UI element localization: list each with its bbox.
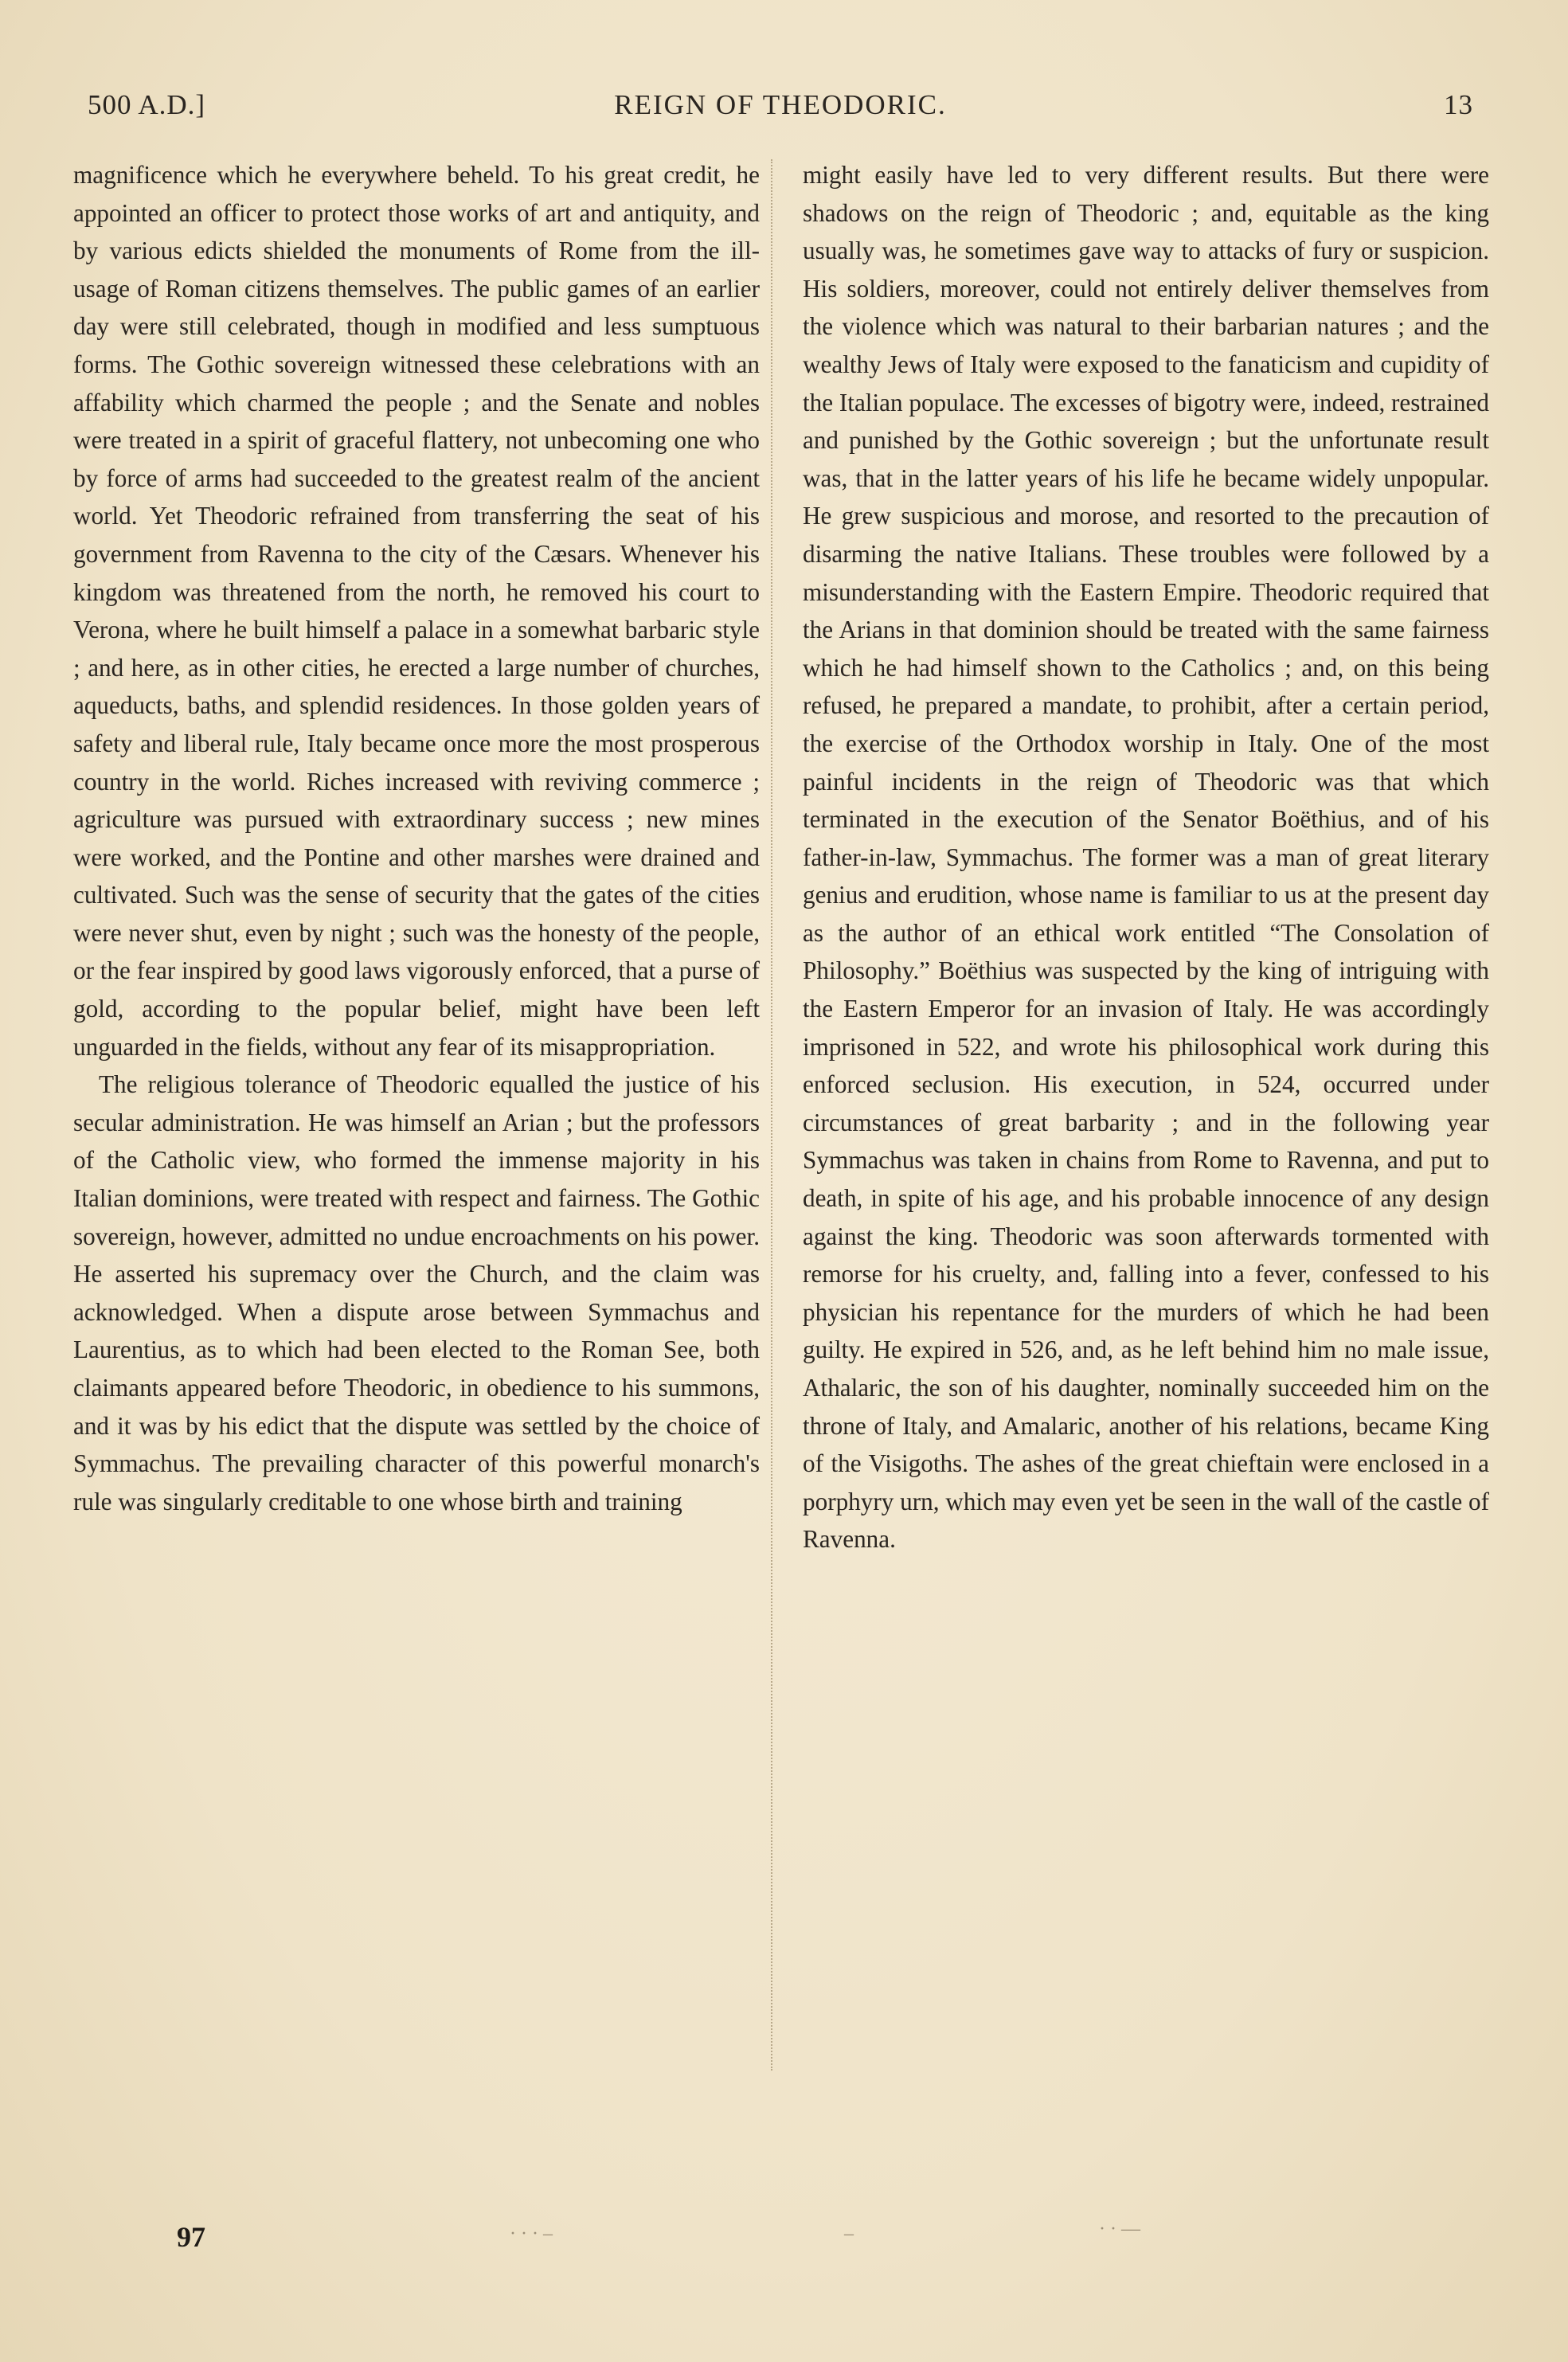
right-column: [803, 156, 1489, 1558]
printer-dots: –: [844, 2223, 854, 2244]
running-head: [88, 89, 1473, 129]
printer-dots: · · · –: [510, 2223, 553, 2244]
signature-mark: 97: [177, 2221, 205, 2253]
left-column: [73, 156, 760, 1520]
left-paragraph-1: magnificence which he everywhere beheld. To his great credit, he appointed an officer to protect those works of art and antiquity, and by various edicts shielded the monuments of Rome from the ill-usage of Roman citizens themselves. The public games of an earlier day were still celebrated, though in modified and less sumptuous forms. The Gothic sovereign witnessed these celebrations with an affability which charmed the people ; and the Senate and nobles were treated in a spirit of graceful flattery, not unbecoming one who by force of arms had succeeded to the greatest realm of the ancient world. Yet Theodoric refrained from transferring the seat of his government from Ravenna to the city of the Cæsars. Whenever his kingdom was threatened from the north, he removed his court to Verona, where he built himself a palace in a somewhat barbaric style ; and here, as in other cities, he erected a large number of churches, aqueducts, baths, and splendid residences. In those golden years of safety and liberal rule, Italy became once more the most prosperous country in the world. Riches increased with reviving commerce ; agriculture was pursued with extraordinary success ; new mines were worked, and the Pontine and other marshes were drained and cultivated. Such was the sense of security that the gates of the cities were never shut, even by night ; such was the honesty of the people, or the fear inspired by good laws vigorously enforced, that a purse of gold, according to the popular belief, might have been left unguarded in the fields, without any fear of its misappropriation.: [73, 161, 760, 1061]
column-divider: [771, 159, 772, 2071]
page-number: 13: [1444, 89, 1473, 120]
printer-dots: · · —: [1099, 2219, 1140, 2239]
right-paragraph-1: might easily have led to very different results. But there were shadows on the reign of Theodoric ; and, equitable as the king usually was, he sometimes gave way to attacks of fury or suspicion. His soldiers, moreover, could not entirely deliver themselves from the violence which was natural to their barbarian natures ; and the wealthy Jews of Italy were exposed to the fanaticism and cupidity of the Italian populace. The excesses of bigotry were, indeed, restrained and punished by the Gothic sovereign ; but the unfortunate result was, that in the latter years of his life he became widely unpopular. He grew suspicious and morose, and resorted to the precaution of disarming the native Italians. These troubles were followed by a misunderstanding with the Eastern Empire. Theodoric required that the Arians in that dominion should be treated with the same fairness which he had himself shown to the Catholics ; and, on this being refused, he prepared a mandate, to prohibit, after a certain period, the exercise of the Orthodox worship in Italy. One of the most painful incidents in the reign of Theodoric was that which terminated in the execution of the Senator Boëthius, and of his father-in-law, Symmachus. The former was a man of great literary genius and erudition, whose name is familiar to us at the present day as the author of an ethical work entitled “The Consolation of Philosophy.” Boëthius was suspected by the king of intriguing with the Eastern Emperor for an invasion of Italy. He was accordingly imprisoned in 522, and wrote his philosophical work during this enforced seclusion. His execution, in 524, occurred under circumstances of great barbarity ; and in the following year Symmachus was taken in chains from Rome to Ravenna, and put to death, in spite of his age, and his probable innocence of any design against the king. Theodoric was soon afterwards tormented with remorse for his cruelty, and, falling into a fever, confessed to his physician his repentance for the murders of which he had been guilty. He expired in 526, and, as he left behind him no male issue, Athalaric, the son of his daughter, nominally succeeded him on the throne of Italy, and Amalaric, another of his relations, became King of the Visigoths. The ashes of the great chieftain were enclosed in a porphyry urn, which may even yet be seen in the wall of the castle of Ravenna.: [803, 161, 1489, 1554]
running-head-date: 500 A.D.]: [88, 89, 206, 120]
running-head-title: REIGN OF THEODORIC.: [614, 89, 947, 120]
left-paragraph-2: The religious tolerance of Theodoric equalled the justice of his secular administration. He was himself an Arian ; but the professors of the Catholic view, who formed the immense majority in his Italian dominions, were treated with respect and fairness. The Gothic sovereign, however, admitted no undue encroachments on his power. He asserted his supremacy over the Church, and the claim was acknowledged. When a dispute arose between Symmachus and Laurentius, as to which had been elected to the Roman See, both claimants appeared before Theodoric, in obedience to his summons, and it was by his edict that the dispute was settled by the choice of Symmachus. The prevailing character of this powerful monarch's rule was singularly creditable to one whose birth and training: [73, 1070, 760, 1515]
